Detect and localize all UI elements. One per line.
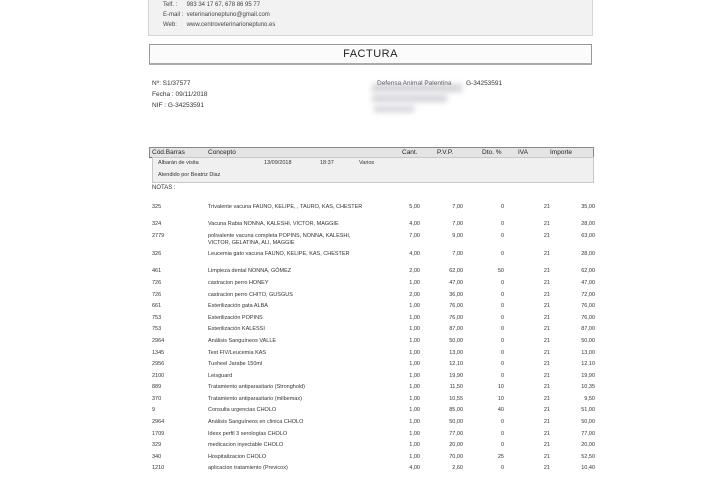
cell-dto: 0 [500,465,504,471]
albaran-label: Albarán de visita [158,160,199,166]
cell-code: 325 [152,204,162,210]
cell-iva: 21 [543,465,550,471]
cell-pvp: 19,90 [449,373,463,379]
cell-qty: 4,00 [409,465,420,471]
redacted-client-address-3 [374,106,414,112]
cell-dto: 0 [500,204,504,210]
cell-iva: 21 [543,384,550,390]
cell-pvp: 77,00 [449,431,463,437]
cell-qty: 1,00 [409,396,420,402]
cell-pvp: 36,00 [449,292,463,298]
cell-pvp: 11,50 [449,384,463,390]
cell-pvp: 10,55 [449,396,463,402]
cell-qty: 1,00 [409,350,420,356]
cell-concept: castracion perro CHITO, GUSGUS [208,292,293,298]
contact-email [163,12,270,18]
cell-concept: medicacion inyectable CHOLO [208,442,284,448]
cell-qty: 2,00 [409,292,420,298]
cell-iva: 21 [543,396,550,402]
cell-code: 340 [152,454,162,460]
cell-importe: 28,00 [581,221,595,227]
cell-concept: Tratamiento antiparasitario (Stronghold) [208,384,306,390]
cell-importe: 10,40 [581,465,595,471]
cell-dto: 50 [497,268,504,274]
redacted-client-address-1 [372,84,462,92]
col-header-pvp: P.V.P. [437,149,454,156]
cell-pvp: 70,00 [449,454,463,460]
contact-web-value: www.centroveterinarioneptuno.es [186,22,276,28]
cell-concept: castracion perro HONEY [208,280,269,286]
cell-concept: Análisis Sanguíneos en clinica CHOLO [208,419,304,425]
cell-dto: 10 [497,396,504,402]
cell-qty: 2,00 [409,268,420,274]
cell-iva: 21 [543,268,550,274]
cell-concept: Tusheel Jarabe 150ml [208,361,263,367]
cell-code: 1345 [152,350,165,356]
cell-importe: 76,00 [581,303,595,309]
cell-importe: 63,00 [581,233,595,239]
client-nif: G-34253591 [466,80,503,87]
cell-code: 2964 [152,419,165,425]
cell-qty: 1,00 [409,384,420,390]
contact-web [163,22,275,28]
cell-code: 329 [152,442,162,448]
cell-importe: 51,00 [581,407,595,413]
cell-iva: 21 [543,407,550,413]
cell-concept: Idexx perfil 3 serologías CHOLO [208,431,288,437]
cell-importe: 28,00 [581,251,595,257]
cell-iva: 21 [543,221,550,227]
cell-code: 2100 [152,373,165,379]
cell-concept: Consulta urgencias CHOLO [208,407,277,413]
cell-importe: 20,00 [581,442,595,448]
cell-pvp: 76,00 [449,303,463,309]
cell-qty: 1,00 [409,280,420,286]
cell-importe: 72,00 [581,292,595,298]
cell-importe: 10,35 [581,384,595,390]
cell-dto: 0 [500,326,504,332]
cell-iva: 21 [543,338,550,344]
col-header-importe: Importe [550,149,573,156]
cell-iva: 21 [543,454,550,460]
cell-code: 753 [152,315,162,321]
cell-pvp: 85,00 [449,407,463,413]
cell-code: 753 [152,326,162,332]
cell-iva: 21 [543,315,550,321]
cell-importe: 50,00 [581,338,595,344]
cell-concept: Leisguard [208,373,233,379]
cell-code: 661 [152,303,162,309]
cell-code: 726 [152,292,162,298]
cell-pvp: 7,00 [452,251,463,257]
redacted-client-address-2 [372,95,447,102]
cell-importe: 87,00 [581,326,595,332]
cell-iva: 21 [543,419,550,425]
cell-pvp: 7,00 [452,221,463,227]
cell-code: 2779 [152,233,165,239]
cell-code: 889 [152,384,162,390]
cell-iva: 21 [543,326,550,332]
cell-importe: 35,00 [581,204,595,210]
cell-qty: 1,00 [409,361,420,367]
contact-phone-value: 983 34 17 67, 678 86 95 77 [186,2,261,8]
cell-pvp: 47,00 [449,280,463,286]
document-title: FACTURA [149,44,592,65]
cell-dto: 40 [497,407,504,413]
cell-qty: 1,00 [409,315,420,321]
cell-qty: 1,00 [409,454,420,460]
cell-dto: 0 [500,221,504,227]
cell-pvp: 20,00 [449,442,463,448]
cell-pvp: 62,00 [449,268,463,274]
cell-code: 2956 [152,361,165,367]
cell-concept: Hospitalizacion CHOLO [208,454,267,460]
cell-iva: 21 [543,233,550,239]
cell-pvp: 76,00 [449,315,463,321]
invoice-number: Nº: S1/37577 [152,80,191,87]
cell-dto: 0 [500,350,504,356]
cell-dto: 0 [500,303,504,309]
cell-qty: 1,00 [409,431,420,437]
notas-label: NOTAS : [152,185,176,191]
cell-concept: Vacuna Rabia NONNA, KALESHI, VICTOR, MAGGIE [208,221,339,227]
cell-dto: 25 [497,454,504,460]
invoice-nif: NIF : G-34253591 [152,102,205,109]
cell-importe: 77,00 [581,431,595,437]
cell-pvp: 50,00 [449,338,463,344]
cell-importe: 12,10 [581,361,595,367]
cell-code: 461 [152,268,162,274]
cell-qty: 1,00 [409,442,420,448]
col-header-qty: Cant. [402,149,418,156]
cell-code: 726 [152,280,162,286]
cell-pvp: 9,00 [452,233,463,239]
cell-concept: Trivalente vacuna FAUNO, KELIPE, , TAURO, KAS, CHESTER [208,204,363,210]
cell-concept: polivalente vacuna completa POPINS, NONNA, KALESHI, VICTOR, GELATINA, ALI, MAGGIE [208,233,351,246]
cell-pvp: 2,60 [452,465,463,471]
cell-iva: 21 [543,251,550,257]
cell-dto: 0 [500,280,504,286]
cell-qty: 1,00 [409,407,420,413]
cell-concept: Esterilización POPINS [208,315,263,321]
cell-code: 9 [152,407,156,413]
cell-qty: 1,00 [409,303,420,309]
contact-phone [163,2,260,8]
cell-importe: 13,00 [581,350,595,356]
cell-dto: 0 [500,419,504,425]
albaran-time: 18:37 [320,160,334,166]
cell-pvp: 50,00 [449,419,463,425]
contact-email-label: E-mail : [163,12,184,18]
cell-importe: 76,00 [581,315,595,321]
cell-dto: 0 [500,338,504,344]
contact-web-label: Web: [163,22,177,28]
cell-iva: 21 [543,442,550,448]
cell-code: 324 [152,221,162,227]
cell-concept: Análisis Sanguíneos VALLE [208,338,277,344]
cell-pvp: 87,00 [449,326,463,332]
cell-iva: 21 [543,204,550,210]
cell-qty: 1,00 [409,338,420,344]
cell-iva: 21 [543,373,550,379]
cell-code: 370 [152,396,162,402]
cell-qty: 1,00 [409,326,420,332]
cell-dto: 0 [500,442,504,448]
cell-pvp: 12,10 [449,361,463,367]
col-header-iva: IVA [518,149,528,156]
invoice-date: Fecha : 09/11/2018 [152,91,208,98]
cell-iva: 21 [543,292,550,298]
cell-qty: 5,00 [409,204,420,210]
contact-phone-label: Telf. : [163,2,178,8]
albaran-attended: Atendido por Beatriz Diaz [158,172,221,178]
cell-dto: 0 [500,373,504,379]
cell-importe: 19,90 [581,373,595,379]
cell-qty: 7,00 [409,233,420,239]
cell-pvp: 13,00 [449,350,463,356]
cell-dto: 0 [500,251,504,257]
col-header-concept: Concepto [208,149,236,156]
cell-concept: Tratamiento antiparasitario (milbemax) [208,396,302,402]
col-header-dto: Dto. % [482,149,502,156]
cell-qty: 4,00 [409,221,420,227]
cell-iva: 21 [543,361,550,367]
cell-dto: 0 [500,361,504,367]
cell-code: 326 [152,251,162,257]
cell-importe: 50,00 [581,419,595,425]
cell-iva: 21 [543,303,550,309]
cell-iva: 21 [543,431,550,437]
cell-iva: 21 [543,350,550,356]
cell-concept: Leucemia gato vacuna FAUNO, KELIPE, KAS, CHESTER [208,251,350,257]
cell-importe: 9,50 [584,396,595,402]
cell-code: 1709 [152,431,165,437]
cell-dto: 10 [497,384,504,390]
cell-iva: 21 [543,280,550,286]
cell-concept: Esterilización gata ALBA [208,303,268,309]
cell-importe: 62,00 [581,268,595,274]
cell-qty: 1,00 [409,419,420,425]
cell-code: 1210 [152,465,165,471]
cell-concept: Limpieza dental NONNA, GÓMEZ [208,268,292,274]
cell-dto: 0 [500,431,504,437]
cell-dto: 0 [500,292,504,298]
cell-code: 2964 [152,338,165,344]
cell-pvp: 7,00 [452,204,463,210]
cell-importe: 47,00 [581,280,595,286]
cell-qty: 4,00 [409,251,420,257]
cell-concept: Esterilización KALESSI [208,326,265,332]
albaran-box [152,157,594,183]
col-header-barcode: Cód.Barras [152,149,185,156]
cell-importe: 52,50 [581,454,595,460]
cell-dto: 0 [500,233,504,239]
albaran-date: 13/09/2018 [264,160,292,166]
cell-concept: Test FIV/Leucemia KAS [208,350,267,356]
cell-dto: 0 [500,315,504,321]
contact-email-value: veterinarioneptuno@gmail.com [186,12,270,18]
cell-concept: aplicacion tratamiento (Previcox) [208,465,288,471]
albaran-type: Varios [359,160,375,166]
cell-qty: 1,00 [409,373,420,379]
